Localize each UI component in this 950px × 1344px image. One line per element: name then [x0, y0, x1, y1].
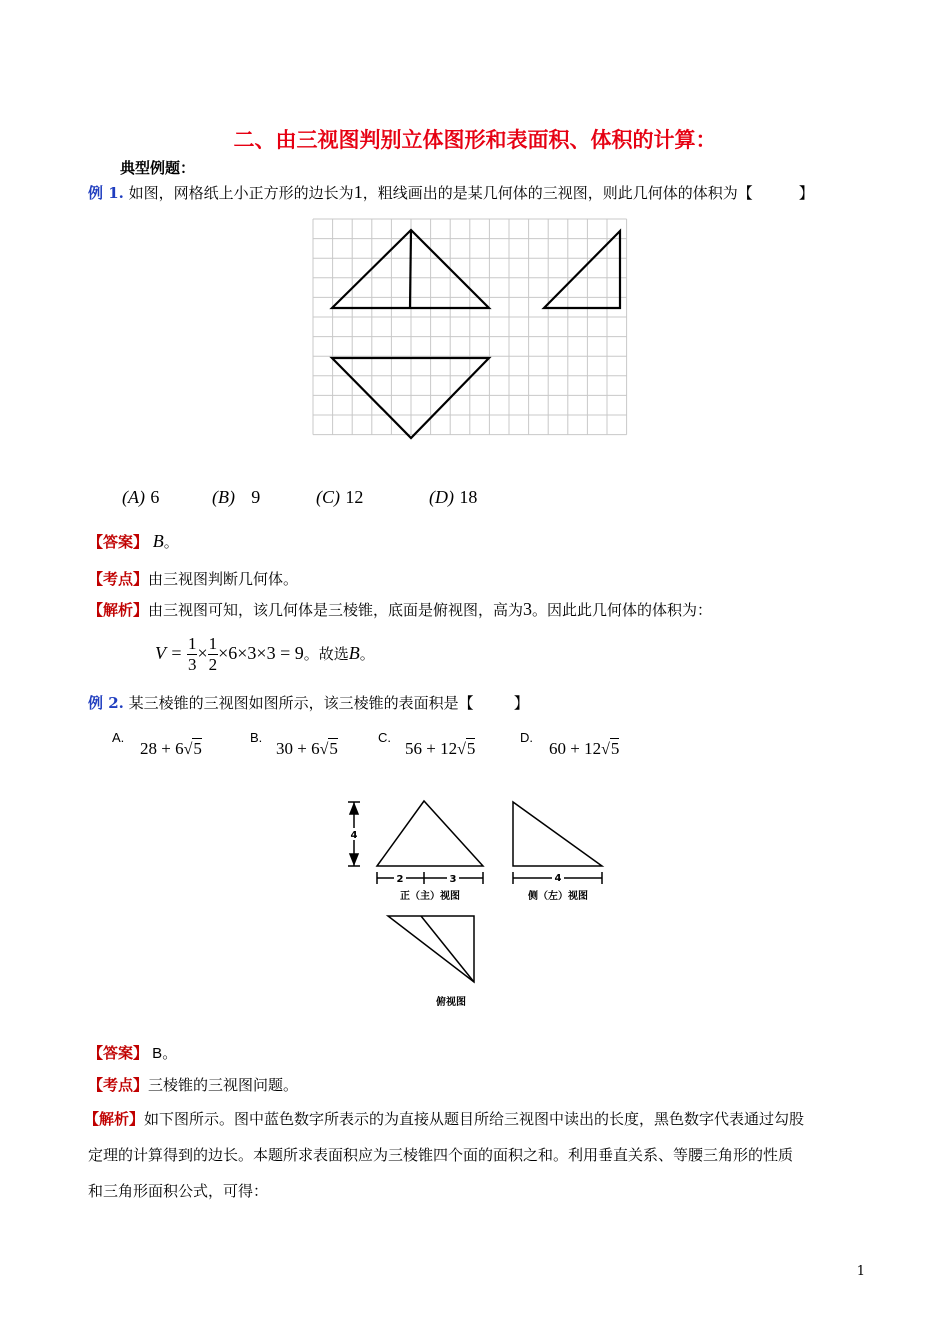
frac1-num: 1	[187, 634, 197, 653]
answer-value: B	[152, 531, 164, 551]
example1-side: 1	[353, 182, 363, 202]
section-title: 二、由三视图判别立体图形和表面积、体积的计算：	[233, 128, 717, 152]
opt2-a[interactable]: 28 + 6√5	[140, 739, 202, 758]
point-text: 由三视图判断几何体。	[148, 570, 299, 588]
answer2-value: B。	[148, 1045, 178, 1062]
example1-answer	[88, 531, 179, 552]
option-b-value: 9	[251, 487, 261, 507]
opt2-a-letter: A.	[112, 730, 125, 745]
analysis-text-b: 。因此此几何体的体积为：	[532, 601, 713, 619]
top-view-caption: 俯视图	[436, 997, 466, 1008]
formula-v: V	[155, 643, 166, 663]
side-view	[513, 802, 602, 866]
example2-answer	[88, 1042, 177, 1063]
example2-options	[112, 728, 672, 768]
grid-lines	[313, 219, 627, 435]
point-tag: 【考点】	[88, 570, 149, 588]
frac2-den: 2	[208, 655, 218, 674]
opt2-a-rad: 5	[193, 739, 202, 758]
arrow-down-icon	[350, 854, 358, 864]
fraction-one-half	[208, 634, 219, 675]
fraction-one-third	[187, 634, 198, 675]
answer2-tag: 【答案】	[88, 1044, 149, 1062]
option-a[interactable]	[122, 487, 159, 508]
opt2-d-rad: 5	[610, 739, 620, 758]
formula-eq: =	[171, 643, 182, 663]
opt2-b-rad: 5	[329, 739, 338, 758]
analysis-tag: 【解析】	[88, 601, 149, 619]
example1-point	[88, 568, 298, 589]
fig-side-w-label: 4	[554, 873, 562, 884]
example2-point	[88, 1074, 298, 1095]
example1-text-a: 如图，网格纸上小正方形的边长为	[128, 184, 354, 202]
arrow-up-icon	[350, 804, 358, 814]
opt2-c-rad: 5	[466, 739, 476, 758]
option-b-letter: (B)	[212, 487, 235, 507]
formula-dot: 。	[359, 645, 375, 663]
option-c-value: 12	[345, 487, 364, 507]
opt2-c[interactable]: 56 + 12√5	[405, 739, 476, 758]
example2-three-views-figure	[340, 790, 620, 1020]
formula-end: 。故选	[303, 645, 349, 663]
option-a-letter: (A)	[122, 487, 145, 507]
option-d-letter: (D)	[429, 487, 454, 507]
opt2-d-letter: D.	[520, 730, 533, 745]
example1-question	[88, 182, 814, 203]
opt2-c-pre: 56 + 12	[405, 739, 458, 758]
front-view-caption: 正（主）视图	[400, 891, 460, 902]
opt2-b-pre: 30 + 6	[276, 739, 320, 758]
example1-formula	[155, 634, 375, 675]
option-d-value: 18	[459, 487, 478, 507]
page-number: 1	[856, 1264, 865, 1279]
example1-label: 例 1.	[88, 184, 124, 202]
side-view-triangle	[544, 231, 620, 308]
subheading: 典型例题：	[120, 159, 196, 177]
side-view-caption: 侧（左）视图	[528, 891, 588, 902]
frac2-num: 1	[208, 634, 218, 653]
answer-tag: 【答案】	[88, 533, 149, 551]
top-view-inner-edge	[421, 916, 474, 982]
example2-text: 某三棱锥的三视图如图所示，该三棱锥的表面积是【	[128, 694, 474, 712]
option-c[interactable]	[316, 487, 363, 508]
example1-bracket-close: 】	[798, 184, 814, 202]
opt2-b-letter: B.	[250, 730, 263, 745]
example2-analysis-line3: 和三角形面积公式，可得：	[88, 1182, 269, 1200]
analysis2-l1: 如下图所示。图中蓝色数字所表示的为直接从题目所给三视图中读出的长度，黑色数字代表通过勾股	[144, 1110, 805, 1128]
analysis-text-a: 由三视图可知，该几何体是三棱锥，底面是俯视图，高为	[148, 601, 524, 619]
example2-label: 例 2.	[88, 694, 124, 712]
example1-grid-figure	[310, 213, 640, 443]
example2-bracket-close: 】	[513, 694, 529, 712]
example2-analysis-line1	[84, 1108, 804, 1129]
option-d[interactable]	[429, 487, 477, 508]
option-a-value: 6	[150, 487, 160, 507]
front-view-height	[410, 230, 411, 308]
front-view	[377, 801, 483, 866]
opt2-c-letter: C.	[378, 730, 391, 745]
answer-end: 。	[163, 533, 179, 551]
top-view	[388, 916, 474, 982]
example1-analysis	[88, 599, 712, 620]
fig-w2-label: 3	[449, 874, 457, 885]
fig-h-label: 4	[350, 830, 358, 841]
example1-text-b: ，粗线画出的是某几何体的三视图，则此几何体的体积为【	[362, 184, 753, 202]
fig-w1-label: 2	[396, 874, 404, 885]
formula-times: ×	[197, 643, 208, 663]
point2-text: 三棱锥的三视图问题。	[148, 1076, 299, 1094]
analysis-height: 3	[523, 599, 533, 619]
opt2-b[interactable]: 30 + 6√5	[276, 739, 338, 758]
option-c-letter: (C)	[316, 487, 340, 507]
option-b[interactable]	[212, 487, 260, 508]
frac1-den: 3	[187, 655, 197, 674]
formula-choice: B	[348, 643, 360, 663]
opt2-d[interactable]: 60 + 12√5	[549, 739, 620, 758]
point2-tag: 【考点】	[88, 1076, 149, 1094]
formula-rest: ×6×3×3 = 9	[218, 643, 304, 663]
opt2-a-pre: 28 + 6	[140, 739, 184, 758]
analysis2-tag: 【解析】	[84, 1110, 145, 1128]
example2-analysis-line2: 定理的计算得到的边长。本题所求表面积应为三棱锥四个面的面积之和。利用垂直关系、等腰三角形的性质	[88, 1146, 794, 1164]
opt2-d-pre: 60 + 12	[549, 739, 602, 758]
example2-question	[88, 692, 529, 713]
